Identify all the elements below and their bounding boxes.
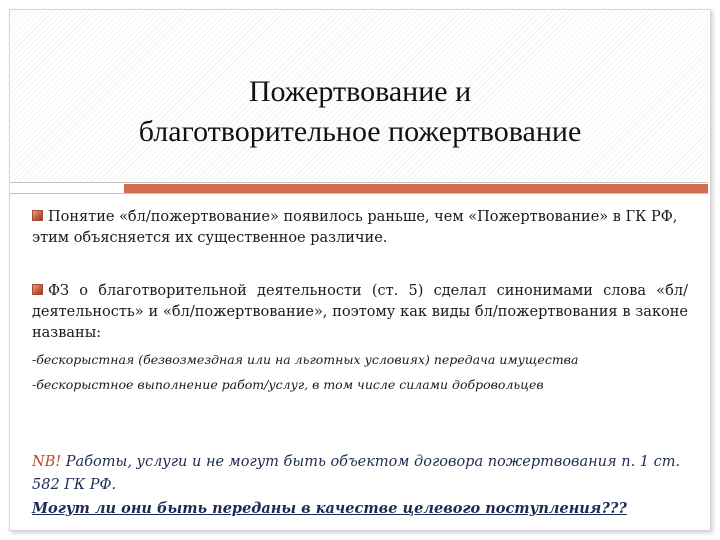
square-bullet-icon bbox=[32, 284, 43, 295]
list-item: -бескорыстное выполнение работ/услуг, в том числе силами добровольцев bbox=[32, 377, 544, 392]
bullet-text-2: ФЗ о благотворительной деятельности (ст. 5) сделал синонимами слова «бл/деятельность» и «бл/пожертвование», поэтому как виды бл/пожертвования в законе названы: bbox=[32, 283, 688, 341]
bullet-item-2 bbox=[32, 281, 688, 344]
square-bullet-icon bbox=[32, 210, 43, 221]
note-question: Могут ли они быть переданы в качестве целевого поступления??? bbox=[32, 500, 627, 517]
divider-line-bottom bbox=[10, 193, 708, 194]
slide-title-line-1: Пожертвование и bbox=[248, 75, 472, 108]
nb-note bbox=[32, 451, 692, 521]
bullet-item-1 bbox=[32, 207, 688, 249]
slide-title bbox=[20, 72, 700, 152]
accent-bar bbox=[124, 184, 708, 193]
nb-text: Работы, услуги и не могут быть объектом договора пожертвования п. 1 ст. 582 ГК РФ. bbox=[32, 454, 681, 493]
list-item: -бескорыстная (безвозмездная или на льготных условиях) передача имущества bbox=[32, 352, 579, 367]
nb-label: NB! bbox=[32, 454, 62, 470]
divider-line-top bbox=[10, 182, 708, 183]
bullet-text-1: Понятие «бл/пожертвование» появилось раньше, чем «Пожертвование» в ГК РФ, этим объясняется их существенное различие. bbox=[32, 209, 678, 246]
title-divider bbox=[10, 182, 708, 196]
slide-title-line-2: благотворительное пожертвование bbox=[138, 115, 582, 148]
